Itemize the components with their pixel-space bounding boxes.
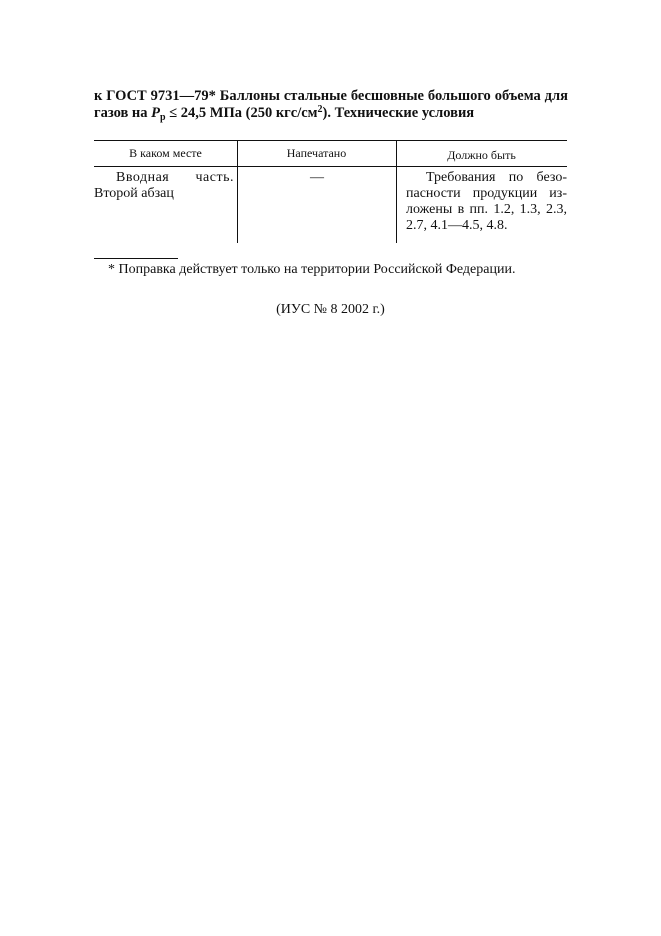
cell-line: пасности продукции из-	[406, 186, 567, 201]
cell-line: ложены в пп. 1.2, 1.3, 2.3,	[406, 202, 567, 217]
amendment-table	[94, 140, 567, 243]
cell-line: Требования по безо-	[426, 170, 567, 185]
pressure-subscript: р	[160, 112, 166, 123]
document-title	[94, 88, 568, 126]
footnote: * Поправка действует только на территории Российской Федерации.	[108, 262, 516, 277]
title-text: ). Технические условия	[322, 105, 475, 121]
superscript: 2	[317, 104, 323, 115]
cell-line: Вводная часть.	[116, 170, 234, 185]
header-printed: Напечатано	[286, 146, 347, 160]
table-top-rule	[94, 140, 567, 141]
cell-line: Второй абзац	[94, 186, 174, 201]
cell-place	[94, 170, 234, 202]
table-header-rule	[94, 166, 567, 167]
title-line-1: к ГОСТ 9731—79* Баллоны стальные бесшовные большого объема для	[94, 88, 568, 104]
pressure-symbol: P	[151, 105, 161, 121]
footnote-rule	[94, 258, 178, 259]
cell-line: 2.7, 4.1—4.5, 4.8.	[406, 218, 508, 233]
header-should-be: Должно быть	[447, 148, 516, 162]
source-reference: (ИУС № 8 2002 г.)	[276, 302, 385, 317]
title-text: ≤ 24,5 МПа (250 кгс/см	[165, 105, 318, 121]
cell-should-be	[406, 170, 567, 234]
cell-printed: —	[310, 170, 324, 185]
title-line-2	[94, 105, 474, 121]
title-text: газов на	[94, 105, 152, 121]
header-place: В каком месте	[129, 146, 202, 160]
